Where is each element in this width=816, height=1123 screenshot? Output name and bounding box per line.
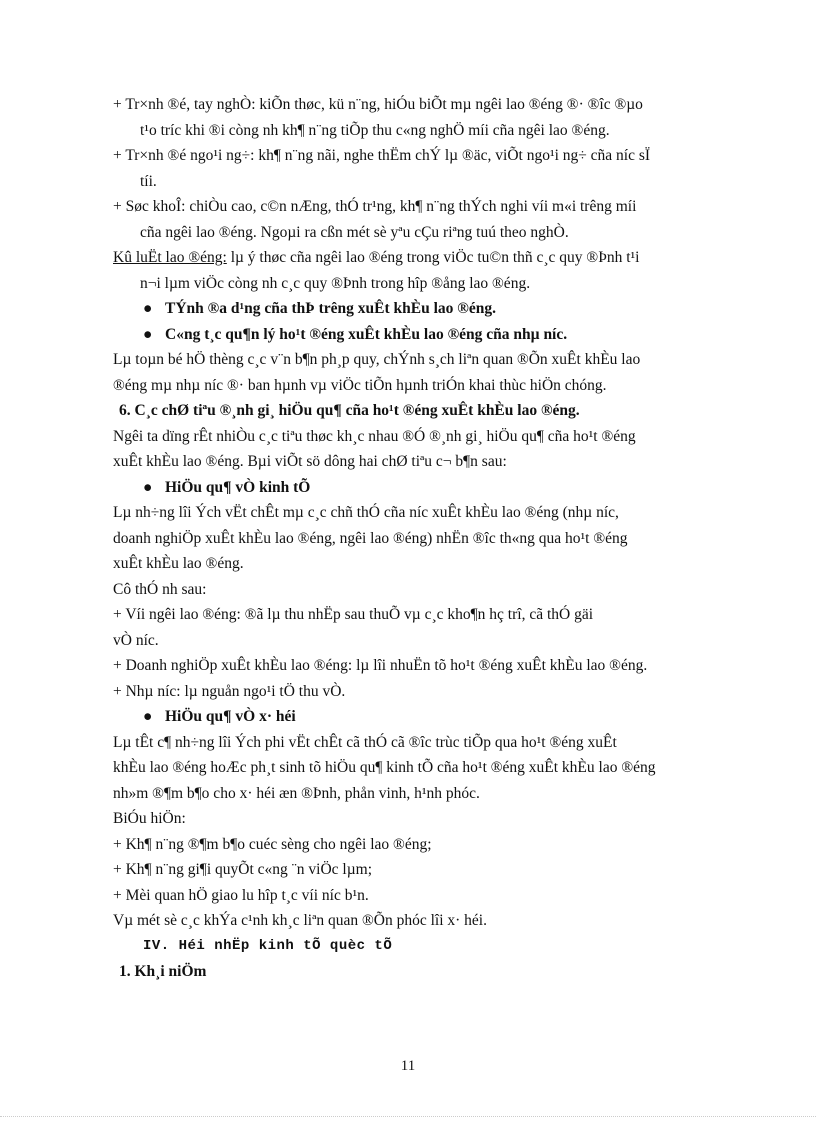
text-line: + Søc khoÎ: chiÒu cao, c©n nÆng, thÓ tr¹ng, kh¶ n¨ng thÝch nghi víi m«i trêng míi [113, 198, 637, 215]
page-content [113, 92, 743, 985]
bullet-text: C«ng t¸c qu¶n lý ho¹t ®éng xuÊt khÈu lao ®éng cña nhµ níc. [165, 325, 568, 343]
text-line: Ngêi ta dïng rÊt nhiÒu c¸c tiªu thøc kh¸c nhau ®Ó ®¸nh gi¸ hiÖu qu¶ cña ho¹t ®éng [113, 427, 636, 445]
bullet-text: TÝnh ®a d¹ng cña thÞ trêng xuÊt khÈu lao ®éng. [165, 300, 496, 317]
text-line: xuÊt khÈu lao ®éng. [113, 555, 244, 572]
page-bottom-divider [0, 1116, 816, 1117]
subsection-heading: 1. Kh¸i niÖm [119, 963, 207, 980]
bullet-item [113, 704, 743, 730]
text-line: n¬i lµm viÖc còng nh c¸c quy ®Þnh trong hîp ®ång lao ®éng. [140, 274, 531, 292]
text-line: + Kh¶ n¨ng ®¶m b¶o cuéc sèng cho ngêi lao ®éng; [113, 835, 432, 853]
bullet-item [113, 475, 743, 501]
text-line: xuÊt khÈu lao ®éng. Bµi viÕt sö dông hai chØ tiªu c¬ b¶n sau: [113, 453, 507, 470]
bullet-icon: ● [143, 478, 153, 496]
text-line: + Tr×nh ®é, tay nghÒ: kiÕn thøc, kü n¨ng, hiÓu biÕt mµ ngêi lao ®éng ®· ®îc ®µo [113, 96, 643, 113]
text-line: Lµ tÊt c¶ nh÷ng lîi Ých phi vËt chÊt cã thÓ cã ®îc trùc tiÕp qua ho¹t ®éng xuÊt [113, 733, 617, 751]
text-line: tíi. [140, 172, 157, 190]
text-line: vÒ níc. [113, 631, 159, 649]
bullet-item [113, 296, 743, 322]
text-line: BiÓu hiÖn: [113, 810, 186, 827]
text-line: Cô thÓ nh sau: [113, 580, 207, 598]
bullet-icon: ● [143, 325, 153, 343]
text-line: + Nhµ níc: lµ nguån ngo¹i tÖ thu vÒ. [113, 682, 346, 700]
page-number: 11 [400, 1058, 416, 1074]
text-line: Lµ toµn bé hÖ thèng c¸c v¨n b¶n ph¸p quy, chÝnh s¸ch liªn quan ®Õn xuÊt khÈu lao [113, 351, 641, 368]
text-line: nh»m ®¶m b¶o cho x· héi æn ®Þnh, phån vinh, h¹nh phóc. [113, 784, 480, 802]
bullet-icon: ● [143, 708, 153, 725]
text-line: doanh nghiÖp xuÊt khÈu lao ®éng, ngêi lao ®éng) nhËn ®îc th«ng qua ho¹t ®éng [113, 529, 628, 547]
text-span: lµ ý thøc cña ngêi lao ®éng trong viÖc tu©n thñ c¸c quy ®Þnh t¹i [226, 249, 640, 266]
text-line: khÈu lao ®éng hoÆc ph¸t sinh tõ hiÖu qu¶ kinh tÕ cña ho¹t ®éng xuÊt khÈu lao ®éng [113, 759, 656, 776]
chapter-heading: IV. Héi nhËp kinh tÕ quèc tÕ [143, 937, 393, 954]
bullet-item [113, 322, 743, 348]
section-heading: 6. C¸c chØ tiªu ®¸nh gi¸ hiÖu qu¶ cña ho¹t ®éng xuÊt khÈu lao ®éng. [119, 402, 580, 419]
text-line: ®éng mµ nhµ níc ®· ban hµnh vµ viÖc tiÕn hµnh triÓn khai thùc hiÖn chóng. [113, 376, 607, 394]
bullet-text: HiÖu qu¶ vÒ kinh tÕ [165, 478, 311, 496]
text-line [113, 245, 743, 271]
text-line: t¹o tríc khi ®i còng nh kh¶ n¨ng tiÕp thu c«ng nghÖ míi cña ngêi lao ®éng. [140, 121, 610, 139]
text-line: + Kh¶ n¨ng gi¶i quyÕt c«ng ¨n viÖc lµm; [113, 861, 373, 878]
underlined-term: Kû luËt lao ®éng: [113, 249, 227, 266]
text-line: + Víi ngêi lao ®éng: ®ã lµ thu nhËp sau thuÕ vµ c¸c kho¶n hç trî, cã thÓ gäi [113, 606, 594, 623]
bullet-text: HiÖu qu¶ vÒ x· héi [165, 708, 296, 725]
text-line: + Mèi quan hÖ giao lu hîp t¸c víi níc b¹n. [113, 886, 369, 904]
text-line: Vµ mét sè c¸c khÝa c¹nh kh¸c liªn quan ®Õn phóc lîi x· héi. [113, 912, 487, 929]
text-line: + Tr×nh ®é ngo¹i ng÷: kh¶ n¨ng nãi, nghe thËm chÝ lµ ®äc, viÕt ngo¹i ng÷ cña níc sÏ [113, 147, 651, 164]
text-line: Lµ nh÷ng lîi Ých vËt chÊt mµ c¸c chñ thÓ cña níc xuÊt khÈu lao ®éng (nhµ níc, [113, 504, 619, 521]
text-line: + Doanh nghiÖp xuÊt khÈu lao ®éng: lµ lîi nhuËn tõ ho¹t ®éng xuÊt khÈu lao ®éng. [113, 657, 648, 674]
text-line: cña ngêi lao ®éng. Ngoµi ra cßn mét sè yªu cÇu riªng tuú theo nghÒ. [140, 223, 569, 241]
bullet-icon: ● [143, 300, 153, 317]
